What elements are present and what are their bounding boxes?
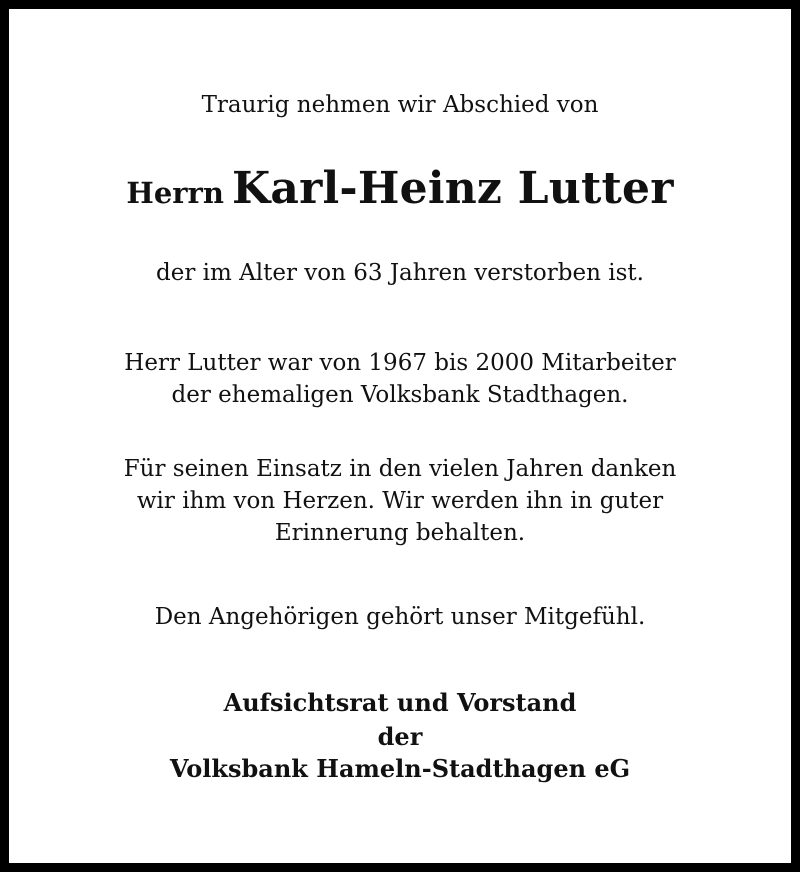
name-title: Herrn [126,176,224,210]
employment-line-1: Herr Lutter war von 1967 bis 2000 Mitarbeiter [124,350,676,376]
age-line: der im Alter von 63 Jahren verstorben ist. [156,260,644,286]
signature-line-1: Aufsichtsrat und Vorstand [223,688,577,717]
thanks-line-1: Für seinen Einsatz in den vielen Jahren danken [123,456,677,482]
signature-line-3: Volksbank Hameln-Stadthagen eG [169,754,631,783]
intro-line: Traurig nehmen wir Abschied von [201,92,599,118]
signature-line-2: der [377,722,423,751]
condolence-line: Den Angehörigen gehört unser Mitgefühl. [154,604,646,630]
deceased-name: Karl-Heinz Lutter [231,163,674,214]
deceased-name-heading [9,161,791,224]
thanks-line-2: wir ihm von Herzen. Wir werden ihn in guter [136,488,664,514]
employment-line-2: der ehemaligen Volksbank Stadthagen. [171,382,629,408]
thanks-line-3: Erinnerung behalten. [274,520,526,546]
